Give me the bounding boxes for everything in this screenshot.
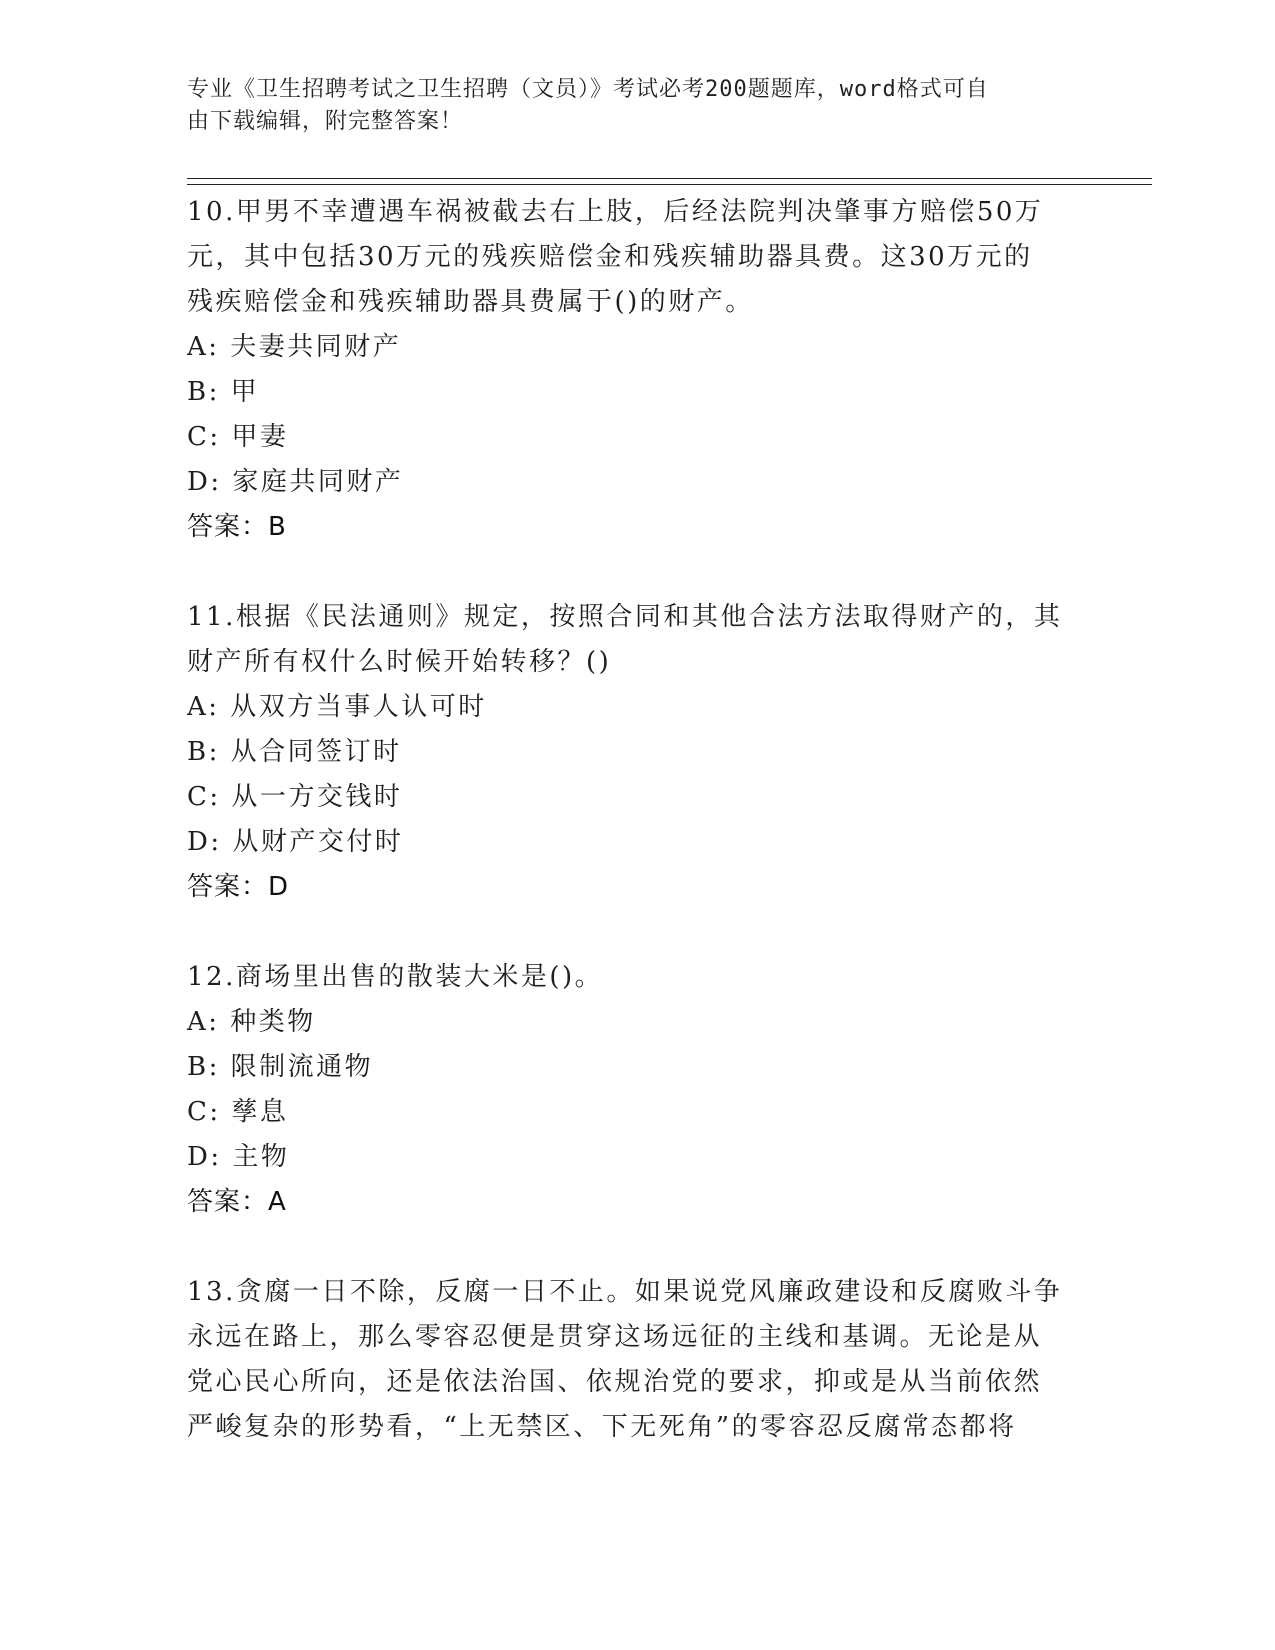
question-stem <box>187 1270 1087 1450</box>
stem-line: 残疾赔偿金和残疾辅助器具费属于()的财产。 <box>187 287 754 317</box>
option-b: B: 限制流通物 <box>187 1052 374 1082</box>
stem-line: 财产所有权什么时候开始转移？() <box>187 647 612 677</box>
question-11 <box>187 595 1087 910</box>
stem-line: 元，其中包括30万元的残疾赔偿金和残疾辅助器具费。这30万元的 <box>187 242 1033 272</box>
stem-line: 永远在路上，那么零容忍便是贯穿这场远征的主线和基调。无论是从 <box>187 1322 1043 1352</box>
option-d: D: 从财产交付时 <box>187 827 404 857</box>
header-line-2: 由下载编辑，附完整答案！ <box>187 109 464 134</box>
option-d: D: 家庭共同财产 <box>187 467 404 497</box>
stem-line: 12.商场里出售的散装大米是()。 <box>187 962 604 992</box>
stem-line: 党心民心所向，还是依法治国、依规治党的要求，抑或是从当前依然 <box>187 1367 1043 1397</box>
option-c: C: 孳息 <box>187 1097 289 1127</box>
question-10 <box>187 190 1087 550</box>
option-b: B: 从合同签订时 <box>187 737 402 767</box>
stem-line: 11.根据《民法通则》规定，按照合同和其他合法方法取得财产的，其 <box>187 602 1063 632</box>
stem-line: 10.甲男不幸遭遇车祸被截去右上肢，后经法院判决肇事方赔偿50万 <box>187 197 1044 227</box>
option-b: B: 甲 <box>187 377 260 407</box>
option-a: A: 夫妻共同财产 <box>187 332 402 362</box>
document-header <box>187 74 1067 138</box>
stem-line: 严峻复杂的形势看，“上无禁区、下无死角”的零容忍反腐常态都将 <box>187 1412 1017 1442</box>
question-stem <box>187 595 1087 685</box>
option-c: C: 从一方交钱时 <box>187 782 403 812</box>
question-12 <box>187 955 1087 1225</box>
answer-label: 答案：A <box>187 1187 287 1217</box>
header-line-1: 专业《卫生招聘考试之卫生招聘（文员）》考试必考200题题库，word格式可自 <box>187 77 989 102</box>
stem-line: 13.贪腐一日不除，反腐一日不止。如果说党风廉政建设和反腐败斗争 <box>187 1277 1063 1307</box>
answer-label: 答案：B <box>187 512 287 542</box>
option-d: D: 主物 <box>187 1142 290 1172</box>
header-rule-bottom <box>187 184 1152 185</box>
option-c: C: 甲妻 <box>187 422 289 452</box>
option-a: A: 种类物 <box>187 1007 316 1037</box>
question-stem <box>187 955 1087 1000</box>
question-stem <box>187 190 1087 325</box>
question-13 <box>187 1270 1087 1450</box>
question-list <box>187 190 1087 1450</box>
answer-label: 答案：D <box>187 872 290 902</box>
header-rule-top <box>187 178 1152 179</box>
option-a: A: 从双方当事人认可时 <box>187 692 487 722</box>
